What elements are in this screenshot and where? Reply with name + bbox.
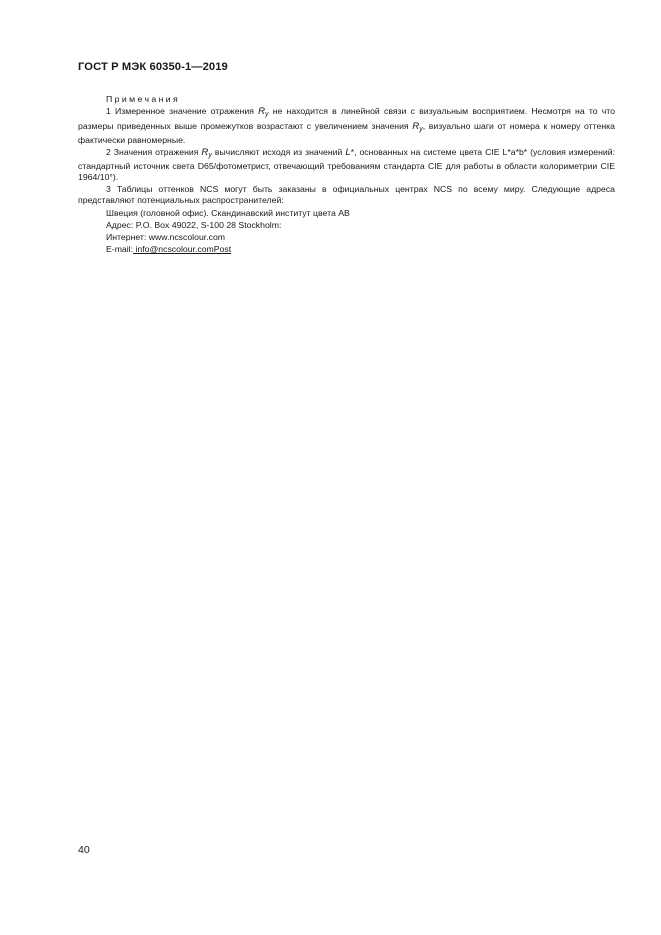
note-3: 3 Таблицы оттенков NCS могут быть заказаны в официальных центрах NCS по всему миру. Следующие адреса представляют потенциальных распространителей:: [78, 183, 615, 206]
page-number: 40: [78, 844, 90, 856]
note-1-text-a: 1 Измеренное значение отражения: [106, 106, 259, 117]
note-2-text-a: 2 Значения отражения: [106, 146, 202, 157]
note-2-text-b: вычисляют исходя из значений: [211, 146, 346, 157]
symbol-subscript: y: [419, 125, 423, 133]
email-label: E-mail:: [106, 244, 134, 255]
note-1-text-b: не находится в линейной связи с визуальным восприятием. Несмотря на то что размеры приведенных выше промежутков возрастают с увеличением значения: [78, 106, 615, 131]
symbol-subscript: y: [265, 111, 269, 119]
symbol-r: R: [201, 146, 209, 158]
note-1-text-c: , визуально шаги от номера к номеру оттенка фактически равномерные.: [78, 120, 615, 146]
document-header: ГОСТ Р МЭК 60350-1—2019: [78, 61, 228, 73]
note-2: [78, 147, 615, 184]
contact-organization: Швеция (головной офис). Скандинавский институт цвета AB: [106, 207, 350, 218]
symbol-r: R: [258, 106, 266, 118]
symbol-r: R: [412, 120, 420, 132]
contact-address: Адрес: P.O. Box 49022, S-100 28 Stockholm:: [106, 219, 282, 230]
symbol-subscript: y: [208, 151, 212, 159]
contact-email: [106, 243, 615, 255]
contact-website: Интернет: www.ncscolour.com: [106, 232, 226, 243]
notes-title: Примечания: [106, 94, 181, 104]
notes-section: [78, 94, 615, 255]
note-1: [78, 106, 615, 146]
symbol-l: L: [345, 146, 351, 158]
email-link[interactable]: info@ncscolour.comPost: [133, 244, 232, 255]
note-2-text-c: *, основанных на системе цвета CIE L*a*b* (условия измерений: стандартный источник света D65/фотометрист, отвечающий требованиям стандарта CIE для работы в области колориметрии CIE 1964/10°).: [78, 146, 615, 183]
